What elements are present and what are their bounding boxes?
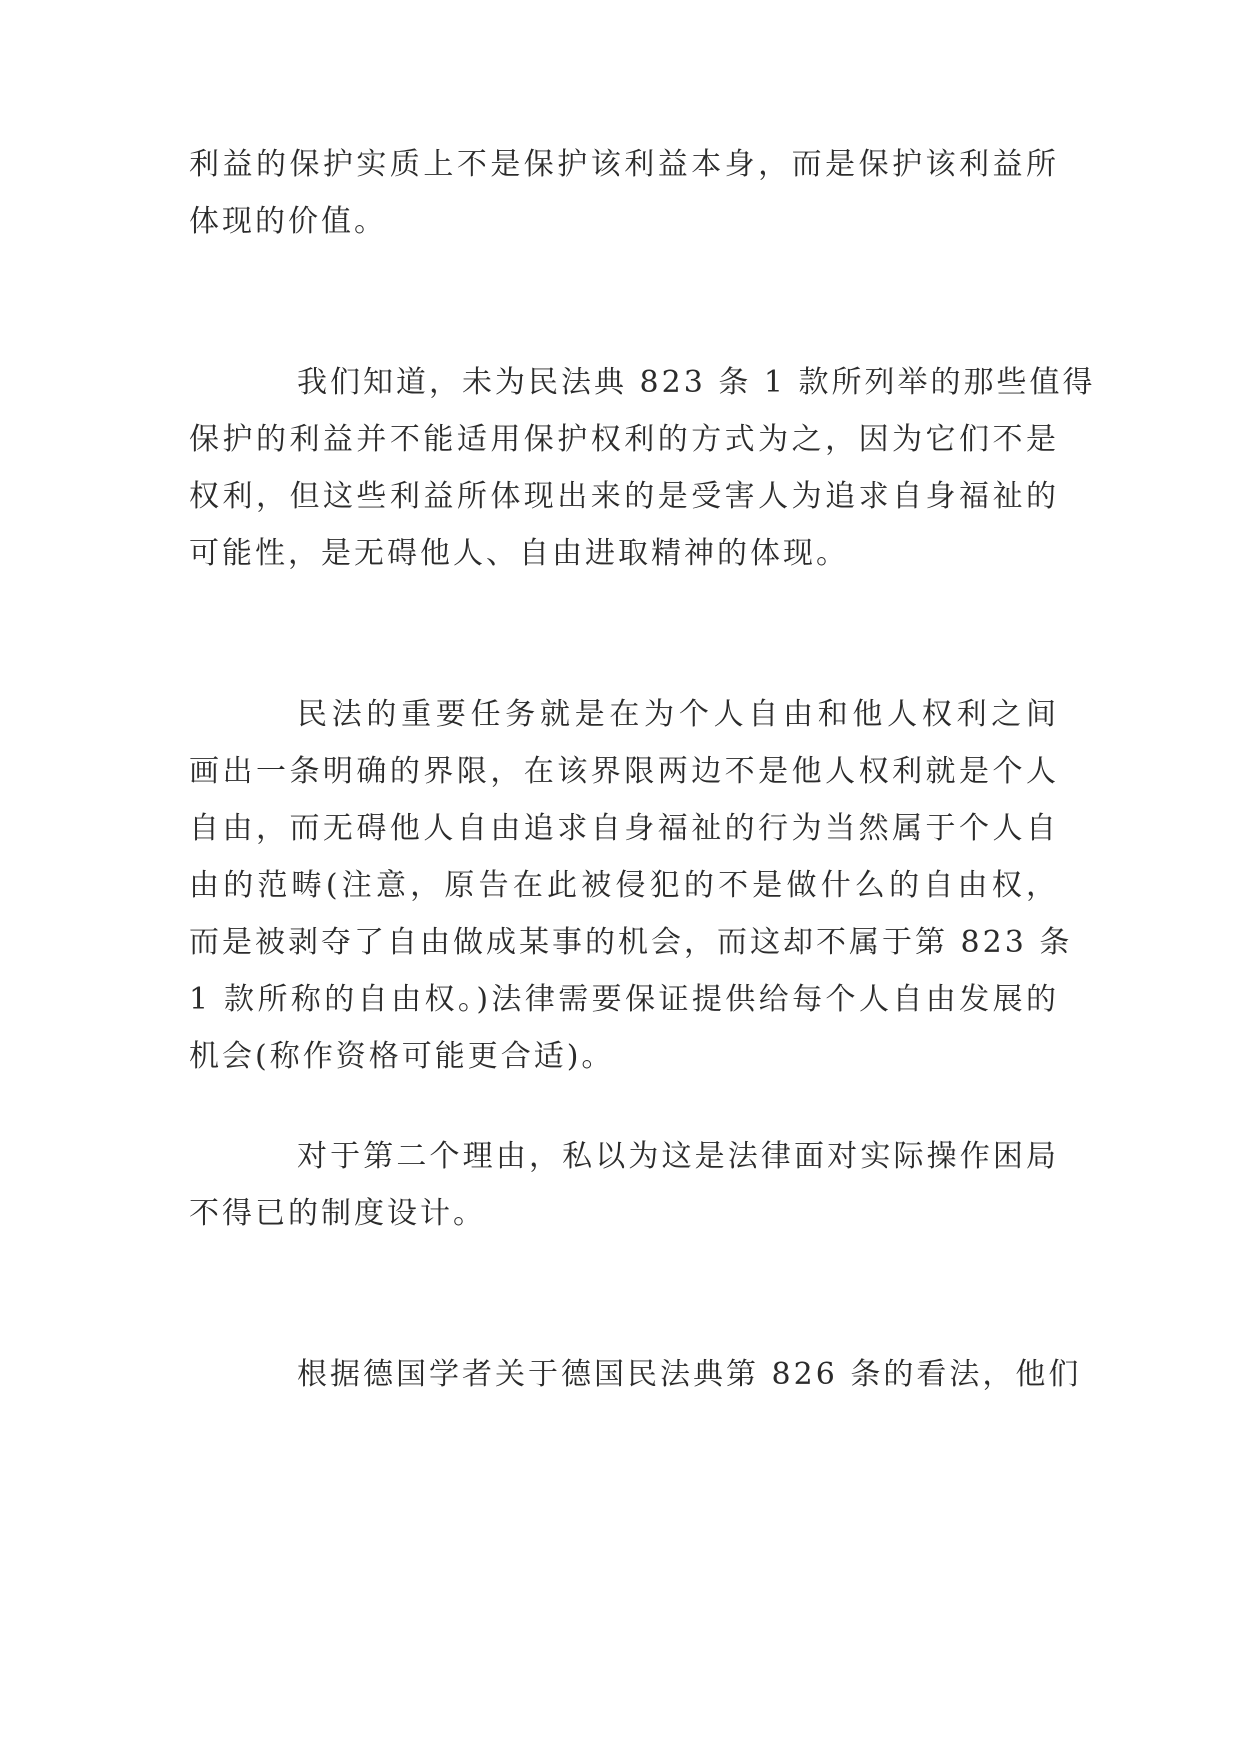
- text-line: 不得已的制度设计。: [189, 1196, 486, 1231]
- text-line: 1 款所称的自由权。)法律需要保证提供给每个人自由发展的: [189, 982, 1059, 1017]
- text-line: 体现的价值。: [189, 204, 387, 239]
- text-line: 自由，而无碍他人自由追求自身福祉的行为当然属于个人自: [189, 811, 1059, 846]
- text-line: 而是被剥夺了自由做成某事的机会，而这却不属于第 823 条: [189, 925, 1073, 960]
- text-line: 对于第二个理由，私以为这是法律面对实际操作困局: [297, 1139, 1059, 1174]
- text-line: 由的范畴(注意，原告在此被侵犯的不是做什么的自由权，: [189, 868, 1059, 903]
- paragraph-2: [189, 354, 1096, 582]
- text-line: 我们知道，未为民法典 823 条 1 款所列举的那些值得: [297, 365, 1096, 400]
- paragraph-4: [189, 1128, 1059, 1242]
- paragraph-5: [189, 1346, 1082, 1403]
- text-line: 可能性，是无碍他人、自由进取精神的体现。: [189, 536, 849, 571]
- text-line: 利益的保护实质上不是保护该利益本身，而是保护该利益所: [189, 147, 1059, 182]
- paragraph-3: [189, 686, 1073, 1085]
- text-line: 保护的利益并不能适用保护权利的方式为之，因为它们不是: [189, 422, 1059, 457]
- text-line: 画出一条明确的界限，在该界限两边不是他人权利就是个人: [189, 754, 1059, 789]
- paragraph-1: [189, 136, 1059, 250]
- text-line: 权利，但这些利益所体现出来的是受害人为追求自身福祉的: [189, 479, 1059, 514]
- text-line: 根据德国学者关于德国民法典第 826 条的看法，他们: [297, 1357, 1082, 1392]
- text-line: 机会(称作资格可能更合适)。: [189, 1039, 615, 1074]
- text-line: 民法的重要任务就是在为个人自由和他人权利之间: [297, 697, 1059, 732]
